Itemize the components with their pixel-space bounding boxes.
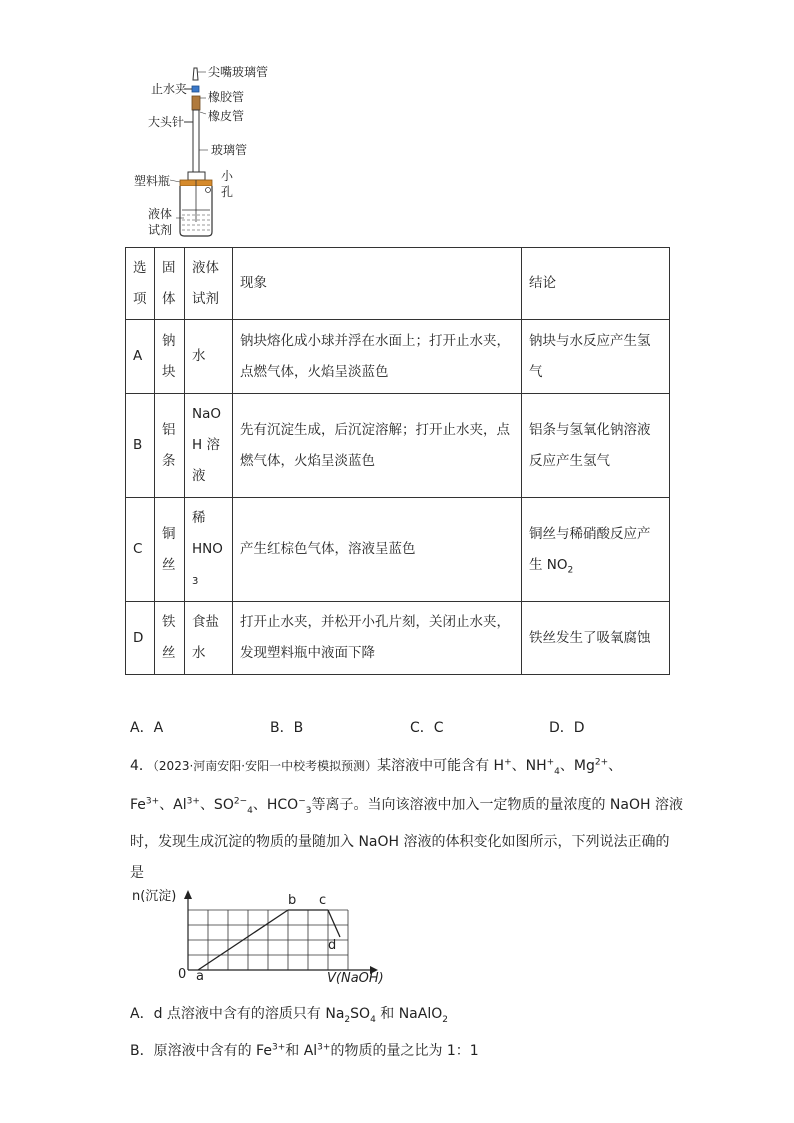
label-glass-tube: 玻璃管 (211, 143, 248, 157)
point-b: b (288, 893, 297, 908)
point-c: c (319, 893, 327, 908)
cell-conclusion: 钠块与水反应产生氢 气 (522, 320, 670, 394)
cell-conclusion: 铝条与氢氧化钠溶液 反应产生氢气 (522, 394, 670, 498)
cell-phenomenon: 产生红棕色气体，溶液呈蓝色 (233, 498, 522, 602)
graph-origin: 0 (178, 967, 187, 982)
precipitate-graph (130, 885, 390, 995)
cell-phenomenon: 先有沉淀生成，后沉淀溶解；打开止水夹，点 燃气体，火焰呈淡蓝色 (233, 394, 522, 498)
graph-ylabel: n(沉淀) (132, 889, 177, 904)
y-axis-arrow (184, 890, 192, 899)
label-clamp: 止水夹 (151, 82, 188, 96)
choice-d[interactable]: D．D (549, 720, 585, 736)
cell-phenomenon: 钠块熔化成小球并浮在水面上；打开止水夹， 点燃气体，火焰呈淡蓝色 (233, 320, 522, 394)
cell-conclusion: 铜丝与稀硝酸反应产 生 $NO_2$ (522, 498, 670, 602)
answer-a[interactable]: A．d 点溶液中含有的溶质只有 $Na_2SO_4$ 和 NaAlO$_2$ (130, 1006, 448, 1025)
cell-option: C (126, 498, 155, 602)
header-phenomenon: 现象 (233, 248, 522, 320)
label-liquid: 液体 (148, 207, 173, 221)
curve-fall (328, 910, 340, 937)
label-pin: 大头针 (148, 115, 185, 129)
label-plastic-bottle: 塑料瓶 (134, 174, 171, 188)
label-hole: 孔 (221, 185, 234, 199)
cell-solid: 铜 丝 (155, 498, 185, 602)
apparatus-diagram (134, 62, 290, 242)
cell-option: A (126, 320, 155, 394)
choice-b[interactable]: B．B (270, 720, 304, 736)
cell-reagent: 稀 HNO 3 (185, 498, 233, 602)
cell-solid: 铝 条 (155, 394, 185, 498)
cell-option: D (126, 602, 155, 675)
choice-a[interactable]: A．A (130, 720, 164, 736)
cell-phenomenon: 打开止水夹，并松开小孔片刻，关闭止水夹， 发现塑料瓶中液面下降 (233, 602, 522, 675)
cell-reagent: NaO H 溶 液 (185, 394, 233, 498)
question-source: （2023·河南安阳·安阳一中校考模拟预测） (152, 759, 378, 773)
table-row (126, 394, 670, 498)
cell-reagent: 食盐 水 (185, 602, 233, 675)
label-tip-tube: 尖嘴玻璃管 (208, 65, 269, 79)
label-small: 小 (221, 169, 234, 183)
point-a: a (196, 969, 204, 984)
question4-line3: 时，发现生成沉淀的物质的量随加入 NaOH 溶液的体积变化如图所示，下列说法正确的 (130, 834, 670, 850)
cell-option: B (126, 394, 155, 498)
cell-solid: 钠 块 (155, 320, 185, 394)
question4-line1: 4．（2023·河南安阳·安阳一中校考模拟预测）某溶液中可能含有 H+、$NH^+_4$、$Mg^{2+}$、 (130, 757, 623, 777)
cell-conclusion: 铁丝发生了吸氧腐蚀 (522, 602, 670, 675)
label-rubber-tube: 橡胶管 (208, 90, 245, 104)
table-row (126, 320, 670, 394)
header-conclusion: 结论 (522, 248, 670, 320)
header-reagent: 液体 试剂 (185, 248, 233, 320)
table-row (126, 602, 670, 675)
answer-b[interactable]: B．原溶液中含有的 $Fe^{3+}$和 $Al^{3+}$的物质的量之比为 1：1 (130, 1042, 479, 1059)
label-reagent: 试剂 (148, 223, 173, 237)
graph-xlabel: V(NaOH) (327, 971, 384, 986)
table-header-row (126, 248, 670, 320)
point-d: d (328, 938, 337, 953)
label-rubber-hose: 橡皮管 (208, 109, 245, 123)
cell-reagent: 水 (185, 320, 233, 394)
question4-line2: $Fe^{3+}$、$Al^{3+}$、$SO^{2-}_4$、$HCO^-_3$等离子。当向该溶液中加入一定物质的量浓度的 NaOH 溶液 (130, 796, 683, 816)
table-row (126, 498, 670, 602)
header-solid: 固 体 (155, 248, 185, 320)
cell-solid: 铁 丝 (155, 602, 185, 675)
choice-c[interactable]: C．C (410, 720, 444, 736)
question4-line4: 是 (130, 865, 144, 881)
header-option: 选 项 (126, 248, 155, 320)
experiment-table (125, 247, 670, 675)
